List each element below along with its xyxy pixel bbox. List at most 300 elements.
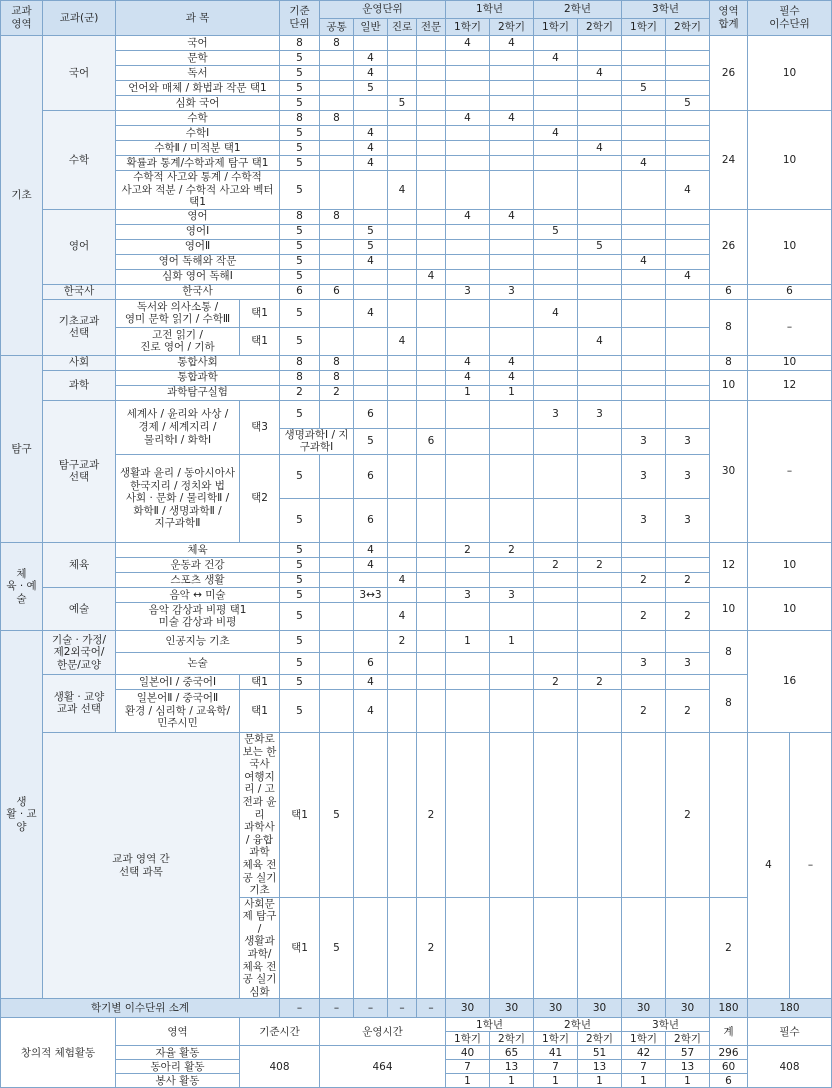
semester-unit-cell: 3 (666, 454, 710, 498)
operating-unit-cell (354, 385, 388, 400)
semester-unit-cell (446, 224, 490, 239)
base-unit-cell: 5 (280, 239, 320, 254)
required-unit-cell: – (748, 299, 832, 355)
semester-unit-cell (578, 542, 622, 557)
required-unit-cell: – (790, 732, 832, 998)
base-unit-cell: 5 (280, 572, 320, 587)
semester-unit-cell: 4 (534, 51, 578, 66)
header-g2-s1: 1학기 (534, 19, 578, 36)
totals-operating: – (388, 999, 417, 1018)
operating-unit-cell (417, 284, 446, 299)
table-row (1, 209, 832, 224)
semester-unit-cell: 4 (578, 141, 622, 156)
operating-unit-cell: 5 (388, 96, 417, 111)
semester-unit-cell: 4 (578, 66, 622, 81)
required-unit-cell: – (748, 400, 832, 542)
base-unit-cell: 5 (280, 602, 320, 630)
operating-unit-cell (417, 602, 446, 630)
semester-unit-cell: 2 (666, 572, 710, 587)
operating-unit-cell (354, 897, 388, 999)
semester-unit-cell (578, 111, 622, 126)
semester-unit-cell (578, 156, 622, 171)
operating-unit-cell (417, 156, 446, 171)
semester-unit-cell (446, 171, 490, 210)
operating-unit-cell (320, 587, 354, 602)
operating-unit-cell: 8 (320, 36, 354, 51)
semester-unit-cell (666, 355, 710, 370)
semester-unit-cell (622, 630, 666, 652)
creative-title: 창의적 체험활동 (1, 1018, 116, 1088)
semester-unit-cell (666, 284, 710, 299)
subject-cell: 수학Ⅰ (116, 126, 280, 141)
subject-cell: 수학 (116, 111, 280, 126)
semester-unit-cell (622, 587, 666, 602)
operating-unit-cell (417, 557, 446, 572)
operating-unit-cell (388, 498, 417, 542)
semester-unit-cell (622, 557, 666, 572)
header-group: 교과(군) (43, 1, 116, 36)
semester-unit-cell (622, 299, 666, 327)
operating-unit-cell (417, 81, 446, 96)
semester-unit-cell (622, 897, 666, 999)
subject-cell: 체육 (116, 542, 280, 557)
base-unit-cell: 5 (354, 428, 388, 454)
subject-cell: 일본어Ⅰ / 중국어Ⅰ (116, 674, 240, 689)
operating-unit-cell (388, 652, 417, 674)
operating-unit-cell (388, 454, 417, 498)
semester-unit-cell: 2 (534, 557, 578, 572)
operating-unit-cell (354, 327, 388, 355)
totals-semester: 30 (666, 999, 710, 1018)
operating-unit-cell: 4 (354, 689, 388, 732)
semester-unit-cell (666, 111, 710, 126)
creative-activity-sum: 296 (710, 1046, 748, 1060)
table-row (1, 385, 832, 400)
semester-unit-cell (622, 66, 666, 81)
area-cell: 기초 (1, 36, 43, 356)
semester-unit-cell (534, 156, 578, 171)
semester-unit-cell (534, 732, 578, 897)
semester-unit-cell: 4 (534, 126, 578, 141)
semester-unit-cell (622, 542, 666, 557)
operating-unit-cell (417, 171, 446, 210)
semester-unit-cell (534, 630, 578, 652)
semester-unit-cell: 2 (622, 602, 666, 630)
creative-base-value: 408 (240, 1046, 320, 1088)
operating-unit-cell (388, 284, 417, 299)
semester-unit-cell (446, 51, 490, 66)
semester-unit-cell (490, 454, 534, 498)
operating-unit-cell (417, 630, 446, 652)
operating-unit-cell (417, 587, 446, 602)
required-unit-cell: 10 (748, 209, 832, 284)
semester-unit-cell (490, 557, 534, 572)
semester-unit-cell (578, 224, 622, 239)
semester-unit-cell (534, 454, 578, 498)
semester-unit-cell (578, 126, 622, 141)
operating-unit-cell (417, 111, 446, 126)
base-unit-cell: 5 (280, 126, 320, 141)
header-op-common: 공통 (320, 19, 354, 36)
group-cell: 교과 영역 간 선택 과목 (43, 732, 240, 998)
operating-unit-cell (388, 36, 417, 51)
header-grade1: 1학년 (446, 1, 534, 19)
operating-unit-cell (354, 630, 388, 652)
semester-unit-cell (622, 96, 666, 111)
base-unit-cell: 6 (280, 284, 320, 299)
table-row (1, 171, 832, 210)
table-row (1, 355, 832, 370)
table-row (1, 81, 832, 96)
operating-unit-cell (388, 299, 417, 327)
subject-cell: 논술 (116, 652, 280, 674)
semester-unit-cell (578, 587, 622, 602)
semester-unit-cell: 3 (622, 428, 666, 454)
operating-unit-cell (320, 224, 354, 239)
semester-unit-cell (490, 156, 534, 171)
operating-unit-cell (354, 96, 388, 111)
header-g3-s2: 2학기 (666, 19, 710, 36)
subject-cell: 스포츠 생활 (116, 572, 280, 587)
table-row (1, 284, 832, 299)
creative-semester-hours: 1 (446, 1074, 490, 1088)
creative-sem2: 2학기 (490, 1032, 534, 1046)
operating-unit-cell: 6 (354, 454, 388, 498)
base-unit-cell: 8 (280, 111, 320, 126)
group-cell: 영어 (43, 209, 116, 284)
semester-unit-cell (666, 254, 710, 269)
group-cell: 수학 (43, 111, 116, 210)
semester-unit-cell: 5 (622, 81, 666, 96)
base-unit-cell: 5 (280, 66, 320, 81)
semester-unit-cell (666, 542, 710, 557)
semester-unit-cell (534, 652, 578, 674)
semester-unit-cell (666, 36, 710, 51)
semester-unit-cell: 4 (490, 209, 534, 224)
group-cell: 국어 (43, 36, 116, 111)
semester-unit-cell (666, 587, 710, 602)
semester-unit-cell (578, 299, 622, 327)
header-op-special: 전문 (417, 19, 446, 36)
semester-unit-cell: 3 (666, 498, 710, 542)
semester-unit-cell (666, 674, 710, 689)
creative-semester-hours: 41 (534, 1046, 578, 1060)
operating-unit-cell: 4 (388, 572, 417, 587)
subject-cell: 통합사회 (116, 355, 280, 370)
operating-unit-cell: 4 (354, 542, 388, 557)
table-row (1, 126, 832, 141)
subject-cell: 심화 국어 (116, 96, 280, 111)
creative-semester-hours: 42 (622, 1046, 666, 1060)
semester-unit-cell (666, 630, 710, 652)
operating-unit-cell (354, 284, 388, 299)
table-row (1, 602, 832, 630)
area-total-cell: 4 (748, 732, 790, 998)
operating-unit-cell (417, 572, 446, 587)
base-unit-cell: 5 (320, 897, 354, 999)
semester-unit-cell (666, 385, 710, 400)
table-row (1, 542, 832, 557)
totals-operating: – (354, 999, 388, 1018)
operating-unit-cell: 4 (354, 126, 388, 141)
subject-cell: 한국사 (116, 284, 280, 299)
semester-unit-cell (534, 602, 578, 630)
subject-cell: 고전 읽기 / 진로 영어 / 기하 (116, 327, 240, 355)
table-row (1, 689, 832, 732)
totals-semester: 30 (490, 999, 534, 1018)
operating-unit-cell (388, 111, 417, 126)
operating-unit-cell (417, 674, 446, 689)
subject-cell: 문학 (116, 51, 280, 66)
semester-unit-cell (578, 385, 622, 400)
semester-unit-cell: 3 (534, 400, 578, 428)
semester-unit-cell (490, 51, 534, 66)
table-row (1, 400, 832, 428)
operating-unit-cell (417, 542, 446, 557)
semester-unit-cell (490, 171, 534, 210)
semester-unit-cell (578, 51, 622, 66)
creative-area-label: 영역 (116, 1018, 240, 1046)
semester-unit-cell (622, 141, 666, 156)
subject-cell: 영어 독해와 작문 (116, 254, 280, 269)
semester-unit-cell: 4 (490, 370, 534, 385)
semester-unit-cell (490, 602, 534, 630)
creative-grade2: 2학년 (534, 1018, 622, 1032)
semester-unit-cell (622, 126, 666, 141)
semester-unit-cell (534, 355, 578, 370)
table-row (1, 239, 832, 254)
operating-unit-cell (388, 689, 417, 732)
semester-unit-cell: 4 (446, 209, 490, 224)
semester-unit-cell (490, 652, 534, 674)
table-row (1, 269, 832, 284)
semester-unit-cell (578, 454, 622, 498)
semester-unit-cell (578, 96, 622, 111)
semester-unit-cell: 3 (622, 498, 666, 542)
semester-unit-cell (490, 66, 534, 81)
semester-unit-cell (534, 370, 578, 385)
operating-unit-cell (320, 239, 354, 254)
header-g2-s2: 2학기 (578, 19, 622, 36)
semester-unit-cell (446, 689, 490, 732)
header-required: 필수 이수단위 (748, 1, 832, 36)
table-row (1, 557, 832, 572)
operating-unit-cell (320, 81, 354, 96)
creative-semester-hours: 13 (578, 1060, 622, 1074)
base-unit-cell: 5 (280, 557, 320, 572)
required-unit-cell: 12 (748, 370, 832, 400)
semester-unit-cell (446, 652, 490, 674)
semester-unit-cell (666, 897, 710, 999)
operating-unit-cell: 6 (320, 284, 354, 299)
semester-unit-cell (446, 498, 490, 542)
semester-unit-cell: 4 (666, 269, 710, 284)
operating-unit-cell (417, 327, 446, 355)
operating-unit-cell (354, 370, 388, 385)
choose-cell: 택1 (240, 674, 280, 689)
semester-unit-cell (446, 141, 490, 156)
semester-unit-cell (446, 96, 490, 111)
semester-unit-cell (666, 400, 710, 428)
semester-unit-cell (622, 370, 666, 385)
semester-unit-cell: 1 (446, 385, 490, 400)
operating-unit-cell: 4 (417, 269, 446, 284)
operating-unit-cell (417, 141, 446, 156)
base-unit-cell: 8 (280, 209, 320, 224)
semester-unit-cell: 4 (622, 156, 666, 171)
semester-unit-cell (666, 81, 710, 96)
operating-unit-cell (388, 141, 417, 156)
semester-unit-cell (622, 171, 666, 210)
base-unit-cell: 5 (280, 51, 320, 66)
semester-unit-cell: 2 (578, 557, 622, 572)
operating-unit-cell (354, 269, 388, 284)
subject-cell: 운동과 건강 (116, 557, 280, 572)
semester-unit-cell (446, 602, 490, 630)
group-cell: 기초교과 선택 (43, 299, 116, 355)
group-cell: 예술 (43, 587, 116, 630)
creative-required-value: 408 (748, 1046, 832, 1088)
creative-semester-hours: 13 (490, 1060, 534, 1074)
subject-cell: 국어 (116, 36, 280, 51)
semester-unit-cell (710, 732, 748, 897)
table-row (1, 732, 832, 897)
base-unit-cell: 5 (280, 254, 320, 269)
required-unit-cell: 10 (748, 542, 832, 587)
subject-cell: 세계사 / 윤리와 사상 / 경제 / 세계지리 / 물리학Ⅰ / 화학Ⅰ (116, 400, 240, 454)
group-cell: 사회 (43, 355, 116, 370)
operating-unit-cell: 8 (320, 209, 354, 224)
area-cell: 체 육 · 예 술 (1, 542, 43, 630)
subject-cell: 수학Ⅱ / 미적분 택1 (116, 141, 280, 156)
semester-unit-cell (490, 269, 534, 284)
area-total-cell: 10 (710, 370, 748, 400)
operating-unit-cell: 8 (320, 355, 354, 370)
creative-sem2: 2학기 (666, 1032, 710, 1046)
table-row (1, 630, 832, 652)
base-unit-cell: 5 (280, 542, 320, 557)
semester-unit-cell: 4 (446, 36, 490, 51)
semester-unit-cell: 4 (578, 327, 622, 355)
operating-unit-cell: 2 (320, 385, 354, 400)
operating-unit-cell: 4 (388, 327, 417, 355)
semester-unit-cell: 2 (666, 732, 710, 897)
creative-semester-hours: 1 (666, 1074, 710, 1088)
semester-unit-cell (534, 66, 578, 81)
semester-unit-cell (622, 36, 666, 51)
creative-sem2: 2학기 (578, 1032, 622, 1046)
creative-semester-hours: 40 (446, 1046, 490, 1060)
semester-unit-cell (666, 239, 710, 254)
operating-unit-cell (417, 652, 446, 674)
semester-unit-cell (578, 652, 622, 674)
semester-unit-cell (666, 126, 710, 141)
operating-unit-cell: 4 (354, 141, 388, 156)
creative-activity-name: 봉사 활동 (116, 1074, 240, 1088)
area-total-cell: 26 (710, 36, 748, 111)
creative-total-label: 계 (710, 1018, 748, 1046)
creative-semester-hours: 13 (666, 1060, 710, 1074)
operating-unit-cell: 4 (354, 299, 388, 327)
operating-unit-cell (354, 572, 388, 587)
header-grade2: 2학년 (534, 1, 622, 19)
group-cell: 과학 (43, 370, 116, 400)
semester-unit-cell (490, 299, 534, 327)
semester-unit-cell: 3 (622, 652, 666, 674)
area-total-cell: 8 (710, 630, 748, 674)
operating-unit-cell (320, 156, 354, 171)
area-total-cell: 8 (710, 299, 748, 355)
semester-unit-cell (666, 51, 710, 66)
operating-unit-cell (388, 126, 417, 141)
group-cell: 탐구교과 선택 (43, 400, 116, 542)
base-unit-cell: 5 (280, 171, 320, 210)
operating-unit-cell (320, 51, 354, 66)
operating-unit-cell (388, 732, 417, 897)
operating-unit-cell (320, 141, 354, 156)
table-row (1, 327, 832, 355)
semester-unit-cell (578, 630, 622, 652)
operating-unit-cell (320, 557, 354, 572)
subject-cell: 사회문제 탐구 / 생활과 과학/ 체육 전공 실기 심화 (240, 897, 280, 999)
base-unit-cell: 5 (280, 400, 320, 428)
semester-unit-cell (622, 284, 666, 299)
semester-unit-cell (578, 36, 622, 51)
table-row (1, 572, 832, 587)
semester-unit-cell (534, 269, 578, 284)
semester-unit-cell (446, 269, 490, 284)
operating-unit-cell (320, 652, 354, 674)
table-row (1, 51, 832, 66)
subject-cell: 생활과 윤리 / 동아시아사 한국지리 / 정치와 법 사회 · 문화 / 물리학Ⅱ / 화학Ⅱ / 생명과학Ⅱ / 지구과학Ⅱ (116, 454, 240, 542)
totals-label: 학기별 이수단위 소계 (1, 999, 280, 1018)
area-total-cell: 8 (710, 355, 748, 370)
semester-unit-cell (578, 732, 622, 897)
creative-semester-hours: 7 (534, 1060, 578, 1074)
semester-unit-cell: 3 (666, 428, 710, 454)
group-cell: 기술 · 가정/ 제2외국어/ 한문/교양 (43, 630, 116, 674)
base-unit-cell: 5 (280, 498, 320, 542)
semester-unit-cell: 4 (490, 355, 534, 370)
creative-activity-sum: 6 (710, 1074, 748, 1088)
required-unit-cell: 10 (748, 36, 832, 111)
semester-unit-cell (578, 81, 622, 96)
semester-unit-cell: 3 (578, 400, 622, 428)
operating-unit-cell (320, 400, 354, 428)
table-row (1, 36, 832, 51)
semester-unit-cell (666, 299, 710, 327)
operating-unit-cell (417, 454, 446, 498)
semester-unit-cell (534, 254, 578, 269)
required-unit-cell: 10 (748, 587, 832, 630)
semester-unit-cell (446, 299, 490, 327)
semester-unit-cell (534, 572, 578, 587)
base-unit-cell: 5 (280, 630, 320, 652)
semester-unit-cell (578, 284, 622, 299)
semester-unit-cell: 3 (490, 587, 534, 602)
semester-unit-cell: 3 (446, 284, 490, 299)
operating-unit-cell (417, 400, 446, 428)
base-unit-cell: 8 (280, 36, 320, 51)
header-base: 기준 단위 (280, 1, 320, 36)
table-row (1, 454, 832, 498)
operating-unit-cell (388, 209, 417, 224)
creative-sem1: 1학기 (622, 1032, 666, 1046)
table-row (1, 111, 832, 126)
header-op-career: 진로 (388, 19, 417, 36)
operating-unit-cell (320, 674, 354, 689)
operating-unit-cell (388, 254, 417, 269)
